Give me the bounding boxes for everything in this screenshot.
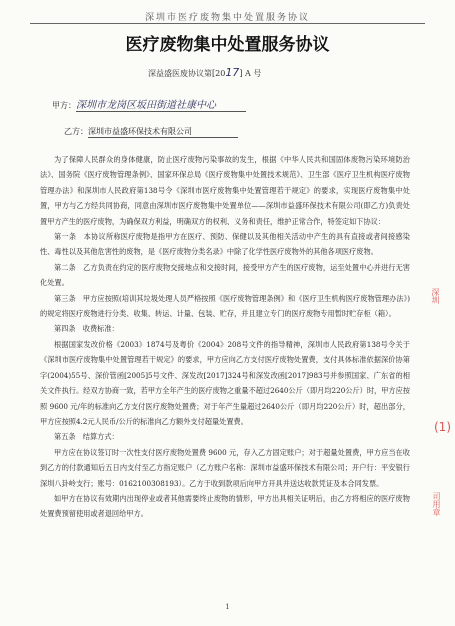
seal-fragment-top: 深圳 bbox=[431, 288, 440, 304]
page-number: 1 bbox=[225, 603, 230, 611]
header-band: 深圳市医疗废物集中处置服务协议 bbox=[144, 13, 310, 23]
party-a-value: 深圳市龙岗区坂田街道社康中心 bbox=[76, 96, 246, 112]
seal-fragment-mid: (1) bbox=[434, 420, 451, 434]
article-4-heading: 第四条 收费标准： bbox=[54, 324, 119, 334]
article-2: 第二条 乙方负责在约定的医疗废物交接地点和交接时间，接受甲方产生的医疗废物，运至处置中心并进行无害化处置。 bbox=[40, 262, 410, 288]
party-b bbox=[64, 126, 238, 138]
article-5-note: 如甲方在协议有效期内出现停业或者其他需要终止废物的情形，甲方出具相关证明后，由乙方将相应的医疗废物处置费预留使用或者退回给甲方。 bbox=[40, 493, 410, 519]
article-5-heading: 第五条 结算方式： bbox=[54, 432, 119, 442]
article-1: 第一条 本协议所称医疗废物是指甲方在医疗、预防、保健以及其他相关活动中产生的具有直接或者间接感染性、毒性以及其他危害性的废物，是《医疗废物分类名录》中除了化学性医疗废物外的其他各项医疗废物。 bbox=[40, 232, 410, 257]
header-rule bbox=[30, 23, 425, 24]
party-a bbox=[52, 96, 246, 112]
paragraph-intro: 为了保障人民群众的身体健康，防止医疗废物污染事故的发生，根据《中华人民共和国固体废物污染环境防治法》、国务院《医疗废物管理条例》、国家环保总局《医疗废物集中处置技术规范》、卫生部《医疗卫生机构医疗废物管理办法》和深圳市人民政府第138号令《深圳市医疗废物集中处置管理若干规定》的要求，实现医疗废物集中处置，甲方与乙方经共同协商，同意由深圳市医疗废物集中处置单位——深圳市益盛环保技术有限公司(即乙方)负责处置甲方产生的医疗废物，为确保双方利益，明确双方的权利、义务和责任，维护正常合作，特签定如下协议： bbox=[40, 155, 410, 226]
contract-suffix: ] A 号 bbox=[239, 69, 262, 78]
agreement-body bbox=[40, 152, 410, 522]
party-b-label: 乙方： bbox=[64, 127, 88, 136]
party-b-value: 深圳市益盛环保技术有限公司 bbox=[88, 126, 238, 138]
article-4-body: 根据国家发改价格《2003》1874号及粤价《2004》208号文件的指导精神，深圳市人民政府第138号令关于《深圳市医疗废物集中处置管理若干规定》的要求，甲方应向乙方支付医疗废物处置费，支付具体标准依据深价协第字(2004)55号、深价管函[2005]5号文件、深发改[2017]324号和深发改函[2017]983号并参照国家、广东省的相关文件执行。经双方协商一致，若甲方全年产生的医疗废物之重量不超过2640公斤（即月均220公斤）时，甲方应按照 9600 元/年的标准向乙方支付医疗废物处置费；对于年产生量超过2640公斤（即月均220公斤）时，超出部分，甲方应按照4.2元人民币/公斤的标准向乙方额外支付超量处置费。 bbox=[40, 339, 410, 426]
seal-fragment-bottom: 司用章 bbox=[432, 492, 441, 516]
article-5-body: 甲方应在协议签订时一次性支付医疗废物处置费 9600 元，存入乙方固定账户；对于超量处置费，甲方应当在收到乙方的付款通知后五日内支付至乙方指定账户（乙方账户名称：深圳市益盛环保技术有限公司；开户行：平安银行深圳八卦岭支行；账号：0162100308193）。乙方于收到款项后向甲方开具并送达收款凭证及本合同发票。 bbox=[40, 447, 410, 488]
contract-prefix: 深益盛医废协议第[20 bbox=[148, 69, 226, 78]
document-title: 医疗废物集中处置服务协议 bbox=[125, 35, 330, 55]
article-3: 第三条 甲方应按照(培训其垃圾处理人员严格按照《医疗废物管理条例》和《医疗卫生机构医疗废物管理办法》)的规定将医疗废物进行分类、收集、转运、计量、包装、贮存，并且建立专门的医疗废物专用暂时贮存柜（箱）。 bbox=[40, 293, 410, 319]
contract-year-handwritten: 17 bbox=[225, 66, 240, 79]
contract-number bbox=[148, 66, 261, 79]
party-a-label: 甲方： bbox=[52, 101, 76, 110]
